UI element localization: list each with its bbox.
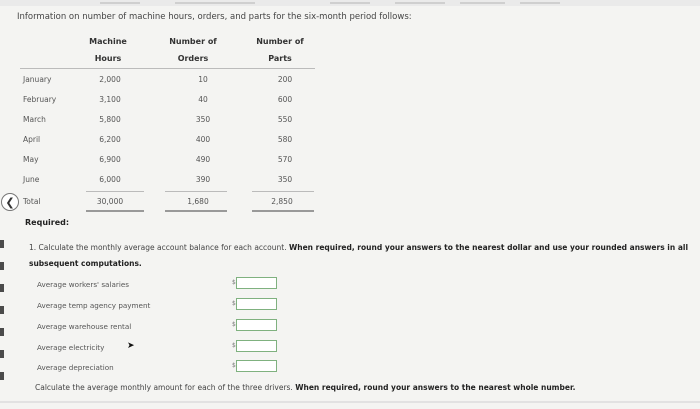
top-bar	[0, 0, 700, 6]
left-marker	[0, 306, 4, 314]
currency-symbol: $	[232, 321, 236, 328]
header-orders-line1: Number of	[169, 37, 217, 46]
intro-text: Information on number of machine hours, orders, and parts for the six-month period follows:	[17, 12, 412, 22]
header-machine-hours-line2: Hours	[94, 54, 122, 63]
row-month: March	[23, 115, 46, 124]
currency-symbol: $	[232, 300, 236, 307]
question-1	[29, 240, 694, 272]
left-marker	[0, 240, 4, 248]
row-parts: 570	[277, 155, 293, 164]
row-hours: 3,100	[99, 95, 121, 104]
question-1-text: 1. Calculate the monthly average account balance for each account.	[29, 243, 287, 252]
total-label: Total	[23, 197, 41, 206]
currency-symbol: $	[232, 342, 236, 349]
row-orders: 390	[195, 175, 211, 184]
header-rule	[20, 68, 315, 69]
total-top-rule-hours	[86, 191, 144, 192]
row-month: April	[23, 135, 41, 144]
header-machine-hours-line1: Machine	[89, 37, 127, 46]
currency-symbol: $	[232, 362, 236, 369]
header-parts-line2: Parts	[268, 54, 292, 63]
answer-input[interactable]	[236, 298, 277, 310]
row-parts: 600	[277, 95, 293, 104]
currency-symbol: $	[232, 279, 236, 286]
total-bottom-rule-parts	[252, 210, 314, 212]
row-parts: 550	[277, 115, 293, 124]
left-marker	[0, 262, 4, 270]
chevron-left-icon: ❮	[5, 195, 15, 209]
total-hours: 30,000	[96, 197, 124, 206]
row-orders: 40	[198, 95, 208, 104]
row-parts: 580	[277, 135, 293, 144]
mouse-pointer-icon: ➤	[127, 341, 135, 351]
row-hours: 6,900	[99, 155, 121, 164]
question-1-instruction: When required, round your answers to the nearest dollar and use your rounded answers in all subsequent computations.	[29, 243, 689, 268]
row-orders: 490	[195, 155, 211, 164]
left-marker	[0, 350, 4, 358]
total-bottom-rule-hours	[86, 210, 144, 212]
row-month: January	[23, 75, 52, 84]
left-marker	[0, 284, 4, 292]
answer-input[interactable]	[236, 277, 277, 289]
row-orders: 400	[195, 135, 211, 144]
answer-input[interactable]	[236, 319, 277, 331]
row-month: June	[23, 175, 40, 184]
footer-bold: When required, round your answers to the nearest whole number.	[295, 383, 576, 392]
required-heading: Required:	[25, 218, 70, 227]
total-top-rule-orders	[165, 191, 227, 192]
answer-input[interactable]	[236, 360, 277, 372]
row-hours: 5,800	[99, 115, 121, 124]
row-orders: 10	[198, 75, 208, 84]
footer-instruction	[35, 383, 575, 392]
row-orders: 350	[195, 115, 211, 124]
header-parts-line1: Number of	[256, 37, 304, 46]
total-top-rule-parts	[252, 191, 314, 192]
answer-label: Average temp agency payment	[37, 301, 151, 310]
row-hours: 6,200	[99, 135, 121, 144]
total-bottom-rule-orders	[165, 210, 227, 212]
answer-label: Average electricity	[37, 343, 105, 352]
answer-input[interactable]	[236, 340, 277, 352]
row-parts: 200	[277, 75, 293, 84]
bottom-divider	[0, 401, 700, 403]
answer-label: Average workers' salaries	[37, 280, 129, 289]
footer-text: Calculate the average monthly amount for each of the three drivers.	[35, 383, 293, 392]
header-orders-line2: Orders	[177, 54, 209, 63]
back-button[interactable]	[1, 193, 19, 211]
answer-label: Average warehouse rental	[37, 322, 132, 331]
row-month: May	[23, 155, 39, 164]
total-parts: 2,850	[271, 197, 293, 206]
row-hours: 2,000	[99, 75, 121, 84]
row-hours: 6,000	[99, 175, 121, 184]
left-marker	[0, 328, 4, 336]
answer-label: Average depreciation	[37, 363, 114, 372]
left-marker	[0, 372, 4, 380]
row-month: February	[23, 95, 57, 104]
total-orders: 1,680	[187, 197, 209, 206]
row-parts: 350	[277, 175, 293, 184]
